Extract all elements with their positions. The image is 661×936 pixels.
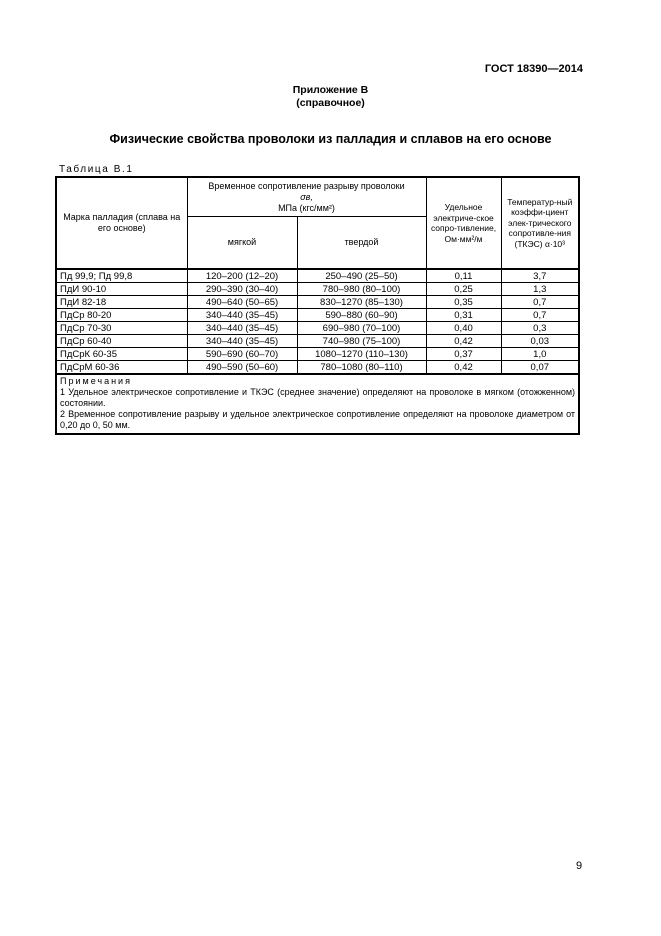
appendix-header	[0, 84, 661, 110]
header-soft: мягкой	[187, 217, 297, 270]
table-row	[56, 361, 579, 375]
table-row	[56, 348, 579, 361]
cell-soft: 340–440 (35–45)	[187, 309, 297, 322]
cell-hard: 250–490 (25–50)	[297, 269, 426, 283]
cell-resistivity: 0,11	[426, 269, 501, 283]
cell-hard: 830–1270 (85–130)	[297, 296, 426, 309]
appendix-title: Приложение В	[292, 84, 369, 96]
note-1: 1 Удельное электрическое сопротивление и ТКЭС (среднее значение) определяют на проволоке в мягком (отожженном) состоянии.	[60, 387, 576, 408]
cell-hard: 1080–1270 (110–130)	[297, 348, 426, 361]
cell-tcr: 0,03	[501, 335, 579, 348]
cell-soft: 120–200 (12–20)	[187, 269, 297, 283]
table-row	[56, 335, 579, 348]
cell-resistivity: 0,37	[426, 348, 501, 361]
table-row	[56, 296, 579, 309]
cell-tcr: 1,0	[501, 348, 579, 361]
cell-resistivity: 0,25	[426, 283, 501, 296]
cell-hard: 780–980 (80–100)	[297, 283, 426, 296]
cell-grade: ПдСрК 60-35	[56, 348, 187, 361]
table-body	[56, 269, 579, 374]
cell-soft: 340–440 (35–45)	[187, 335, 297, 348]
notes-title: Примечания	[60, 376, 132, 386]
standard-code: ГОСТ 18390—2014	[484, 63, 583, 75]
cell-grade: ПдИ 82-18	[56, 296, 187, 309]
cell-tcr: 0,7	[501, 309, 579, 322]
cell-tcr: 0,07	[501, 361, 579, 375]
cell-grade: ПдСрМ 60-36	[56, 361, 187, 375]
cell-grade: ПдИ 90-10	[56, 283, 187, 296]
table-row	[56, 283, 579, 296]
cell-hard: 780–1080 (80–110)	[297, 361, 426, 375]
header-resistivity: Удельное электриче-ское сопро-тивление, Ом·мм²/м	[426, 177, 501, 269]
cell-soft: 340–440 (35–45)	[187, 322, 297, 335]
cell-soft: 590–690 (60–70)	[187, 348, 297, 361]
header-tcr: Температур-ный коэффи-циент элек-трического сопротивле-ния (ТКЭС) α·10³	[501, 177, 579, 269]
cell-resistivity: 0,35	[426, 296, 501, 309]
header-strength-line1: Временное сопротивление разрыву проволоки	[208, 180, 405, 191]
cell-resistivity: 0,42	[426, 361, 501, 375]
note-2: 2 Временное сопротивление разрыву и удельное электрическое сопротивление определяют на проволоке диаметром от 0,20 до 0, 50 мм.	[60, 409, 576, 430]
cell-tcr: 1,3	[501, 283, 579, 296]
cell-grade: ПдСр 60-40	[56, 335, 187, 348]
section-heading: Физические свойства проволоки из палладия и сплавов на его основе	[109, 132, 552, 146]
cell-grade: Пд 99,9; Пд 99,8	[56, 269, 187, 283]
cell-resistivity: 0,40	[426, 322, 501, 335]
cell-resistivity: 0,42	[426, 335, 501, 348]
cell-soft: 490–640 (50–65)	[187, 296, 297, 309]
cell-hard: 690–980 (70–100)	[297, 322, 426, 335]
header-strength-unit: МПа (кгс/мм²)	[278, 202, 335, 213]
table-row	[56, 309, 579, 322]
cell-tcr: 3,7	[501, 269, 579, 283]
properties-table	[55, 176, 580, 435]
appendix-note: (справочное)	[296, 97, 365, 109]
header-hard: твердой	[297, 217, 426, 270]
table-notes	[56, 374, 579, 434]
table-caption: Таблица В.1	[59, 164, 134, 175]
cell-hard: 590–880 (60–90)	[297, 309, 426, 322]
cell-grade: ПдСр 80-20	[56, 309, 187, 322]
header-strength-group	[187, 177, 426, 217]
table-row	[56, 269, 579, 283]
cell-grade: ПдСр 70-30	[56, 322, 187, 335]
cell-soft: 490–590 (50–60)	[187, 361, 297, 375]
header-grade: Марка палладия (сплава на его основе)	[56, 177, 187, 269]
cell-hard: 740–980 (75–100)	[297, 335, 426, 348]
cell-resistivity: 0,31	[426, 309, 501, 322]
table-row	[56, 322, 579, 335]
header-strength-symbol: σв,	[300, 191, 313, 202]
page-number: 9	[576, 860, 583, 872]
cell-tcr: 0,7	[501, 296, 579, 309]
cell-tcr: 0,3	[501, 322, 579, 335]
cell-soft: 290–390 (30–40)	[187, 283, 297, 296]
